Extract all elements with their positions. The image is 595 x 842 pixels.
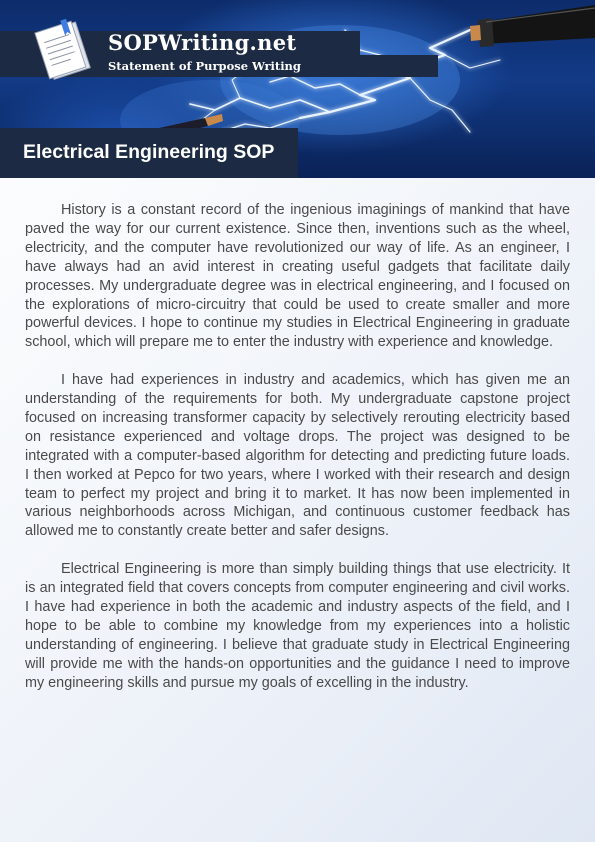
power-cable-icon — [470, 5, 595, 47]
paragraph: Electrical Engineering is more than simply building things that use electricity. It is an integrated field that covers concepts from computer engineering and civil works. I have had experience in both the academic and industry aspects of the field, and I hope to be able to combine my knowledge from my experiences into a holistic understanding of engineering. I believe that graduate study in Electrical Engineering will provide me with the hands-on opportunities and the guidance I need to improve my engineering skills and pursue my goals of excelling in the industry. — [25, 561, 570, 691]
document-icon — [32, 16, 102, 86]
brand-tagline: Statement of Purpose Writing — [108, 59, 301, 73]
page-title: Electrical Engineering SOP — [23, 141, 275, 163]
essay-body — [25, 201, 570, 711]
brand-name: SOPWriting.net — [108, 30, 297, 55]
paragraph: I have had experiences in industry and academics, which has given me an understanding of the requirements for both. My undergraduate capstone project focused on increasing transformer capacity by selectively rerouting electricity based on resistance experienced and voltage drops. The project was designed to be integrated with a computer-based algorithm for detecting and predicting future loads. I then worked at Pepco for two years, where I worked with their research and design team to perfect my project and bring it to market. It has now been implemented in various neighborhoods across Michigan, and continuous customer feedback has allowed me to constantly create better and safer designs. — [25, 372, 570, 540]
paragraph: History is a constant record of the ingenious imaginings of mankind that have paved the way for our current existence. Since then, inventions such as the wheel, electricity, and the computer have revolutionized our way of life. As an engineer, I have always had an avid interest in creating useful gadgets that facilitate daily processes. My undergraduate degree was in electrical engineering, and I focused on the explorations of micro-circuitry that could be used to create smaller and more powerful devices. I hope to continue my studies in Electrical Engineering in graduate school, which will prepare me to enter the industry with experience and knowledge. — [25, 202, 570, 351]
header-banner — [0, 0, 595, 178]
